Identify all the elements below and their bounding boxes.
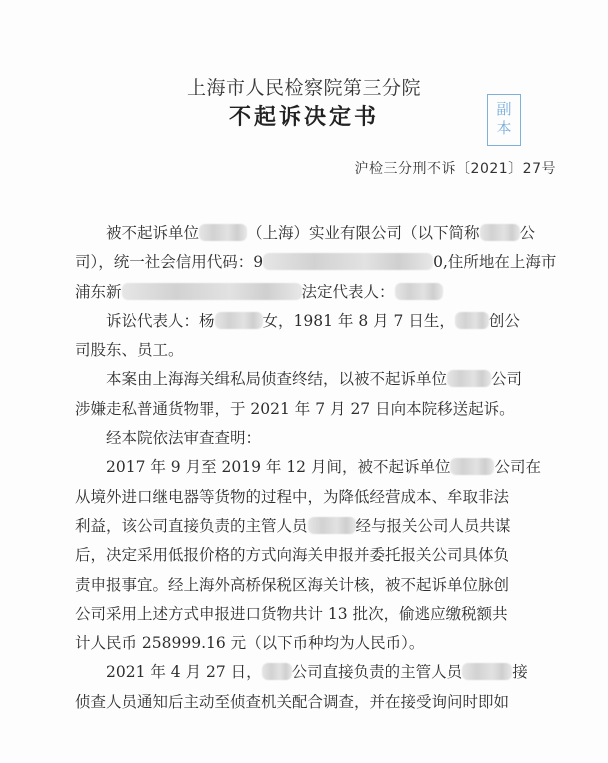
redacted-area <box>308 517 356 534</box>
body-line <box>75 278 545 307</box>
text-segment: 公 <box>519 224 536 242</box>
body-line <box>75 512 545 541</box>
text-segment: 责申报事宜。经上海外高桥保税区海关计核，被不起诉单位脉创 <box>75 575 510 594</box>
stamp-char-1: 副 <box>496 100 512 118</box>
redacted-area <box>122 283 302 300</box>
body-line <box>75 658 545 687</box>
body-line <box>75 629 545 658</box>
text-segment: （上海）实业有限公司（以下简称 <box>247 224 480 242</box>
case-number: 沪检三分刑不诉〔2021〕27号 <box>354 161 556 177</box>
redacted-area <box>447 370 491 387</box>
body-line <box>75 688 545 717</box>
text-segment: 后，决定采用低报价格的方式向海关申报并委托报关公司具体负 <box>75 546 510 565</box>
body-line <box>75 483 545 512</box>
redacted-area <box>395 283 443 300</box>
text-segment: 浦东新 <box>75 282 122 301</box>
organization-title: 上海市人民检察院第三分院 <box>186 77 421 99</box>
text-segment: 经本院依法审查查明： <box>106 429 262 448</box>
text-segment: 本案由上海海关缉私局侦查终结，以被不起诉单位 <box>106 370 448 389</box>
text-segment: 公司在 <box>494 458 541 477</box>
text-segment: 公司直接负责的主管人员 <box>291 663 463 682</box>
body-line <box>75 453 545 482</box>
body-line <box>75 571 545 600</box>
text-segment: 涉嫌走私普通货物罪，于 2021 年 7 月 27 日向本院移送起诉。 <box>75 399 515 418</box>
redacted-area <box>215 312 263 329</box>
text-segment: 诉讼代表人：杨 <box>106 311 215 330</box>
body-line <box>75 395 545 424</box>
document-title: 不起诉决定书 <box>228 105 379 130</box>
body-line <box>75 248 557 277</box>
text-segment: 公司 <box>491 370 523 389</box>
text-segment: 2021 年 4 月 27 日， <box>106 663 262 682</box>
body-line <box>75 336 545 365</box>
redacted-area <box>450 458 494 475</box>
redacted-area <box>199 224 247 241</box>
redacted-area <box>480 224 520 241</box>
text-segment: 2017 年 9 月至 2019 年 12 月间，被不起诉单位 <box>106 458 451 477</box>
text-segment: 创公 <box>488 311 520 330</box>
text-segment: 法定代表人： <box>301 282 395 301</box>
redacted-area <box>262 663 292 680</box>
body-line <box>75 307 545 336</box>
text-segment: 0,住所地在上海市 <box>433 253 557 272</box>
body-line <box>75 365 545 394</box>
text-segment: 公司采用上述方式申报进口货物共计 13 批次，偷逃应缴税额共 <box>75 604 508 623</box>
text-segment: 司），统一社会信用代码：9 <box>75 253 264 272</box>
document-body <box>75 219 557 717</box>
text-segment: 从境外进口继电器等货物的过程中，为降低经营成本、牟取非法 <box>75 487 510 506</box>
redacted-area <box>462 663 512 680</box>
stamp-char-2: 本 <box>496 119 512 137</box>
text-segment: 司股东、员工。 <box>75 341 184 360</box>
body-line <box>75 541 545 570</box>
body-line <box>75 424 545 453</box>
copy-stamp <box>487 94 521 146</box>
text-segment: 利益，该公司直接负责的主管人员 <box>75 516 308 535</box>
text-segment: 女，1981 年 8 月 7 日生， <box>262 311 455 330</box>
text-segment: 经与报关公司人员共谋 <box>355 516 511 535</box>
text-segment: 被不起诉单位 <box>106 224 200 242</box>
text-segment: 计人民币 258999.16 元（以下币种均为人民币）。 <box>75 634 425 653</box>
redacted-area <box>455 312 489 329</box>
text-segment: 接 <box>512 663 528 682</box>
body-line <box>75 219 545 248</box>
text-segment: 侦查人员通知后主动至侦查机关配合调查，并在接受询问时即如 <box>75 692 510 711</box>
body-line <box>75 600 545 629</box>
redacted-area <box>263 253 433 270</box>
